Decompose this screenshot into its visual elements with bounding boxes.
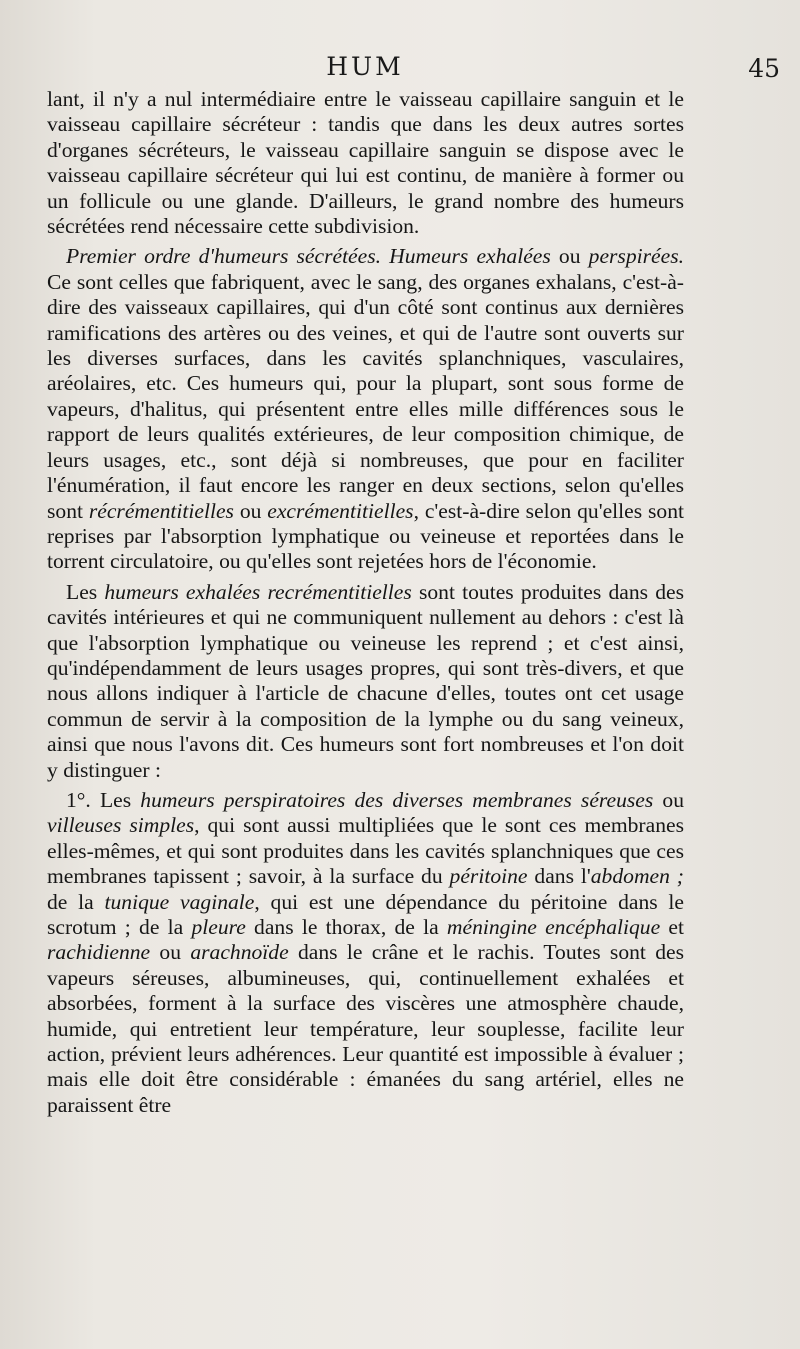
text-run: ou — [233, 498, 268, 523]
running-head: HUM — [326, 52, 404, 81]
text-run: dans le thorax, de la — [245, 915, 447, 939]
text-run: ou — [550, 244, 589, 269]
paragraph-4 — [47, 788, 684, 1118]
italic-text-run: perspirées. — [588, 244, 684, 269]
text-run: ou — [150, 940, 191, 965]
text-run: et — [660, 915, 684, 939]
italic-text-run: tunique vaginale — [104, 889, 255, 914]
text-run: , qui sont aussi multipliées que le sont ces membranes elles-mêmes, et qui sont produites dans les cavités splanchniques que ces membranes tapissent ; savoir, à la surface du — [47, 813, 684, 889]
text-run: ou — [653, 787, 684, 812]
italic-text-run: Premier ordre d'humeurs sécrétées. Humeurs exhalées — [66, 244, 551, 269]
text-run: sont toutes produites dans des cavités intérieures et qui ne communiquent nullement au dehors : c'est là que l'absorption lymphatique ou veineuse les reprend ; et c'est ainsi, qu'indépendamment de leurs usages propres, qui sont très-divers, et que nous allons indiquer à l'article de chacune d'elles, toutes ont cet usage commun de servir à la composition de la lymphe ou du sang veineux, ainsi que nous l'avons dit. Ces humeurs sont fort nombreuses et l'on doit y distinguer : — [47, 579, 685, 782]
italic-text-run: méningine encéphalique — [446, 915, 661, 939]
italic-text-run: humeurs exhalées recrémentitielles — [104, 579, 412, 604]
text-run: 1°. Les — [66, 787, 141, 812]
text-run: dans le crâne et le rachis. Toutes sont des vapeurs séreuses, albumineuses, qui, continuellement exhalées et absorbées, forment à la surface des viscères une atmosphère chaude, humide, qui entretient leur température, leur souplesse, facilite leur action, prévient leurs adhérences. Leur quantité est impossible à évaluer ; mais elle doit être considérable : émanées du sang artériel, elles ne paraissent être — [47, 940, 685, 1117]
page-header — [0, 52, 800, 92]
text-run: dans l' — [527, 864, 591, 889]
text-run: Ce sont celles que fabriquent, avec le sang, des organes exhalans, c'est-à-dire des vaisseaux capillaires, qui d'un côté sont continus aux dernières ramifications des artères ou des veines, et qui de l'autre sont ouverts sur les diverses surfaces, dans les cavités splanchniques, vasculaires, aréolaires, etc. Ces humeurs qui, pour la plupart, sont sous forme de vapeurs, d'halitus, qui présentent entre elles mille différences sous le rapport de leurs qualités extérieures, de leur composition chimique, de leurs usages, etc., sont déjà si nombreuses, que pour en faciliter l'énumération, il faut encore les ranger en deux sections, selon qu'elles sont — [47, 269, 684, 523]
text-run: de la — [47, 889, 105, 914]
italic-text-run: arachnoïde — [190, 940, 289, 965]
paragraph-2 — [47, 244, 684, 574]
paragraph-3 — [47, 580, 684, 783]
text-run: , c'est-à-dire selon qu'elles sont reprises par l'absorption lymphatique ou veineuse et reportées dans le torrent circulatoire, ou qu'elles sont rejetées hors de l'économie. — [47, 498, 684, 574]
italic-text-run: pleure — [191, 915, 246, 939]
italic-text-run: abdomen ; — [590, 864, 684, 889]
body-text — [47, 87, 684, 1123]
italic-text-run: humeurs perspiratoires des diverses membranes séreuses — [140, 787, 654, 812]
page-number: 45 — [748, 54, 780, 83]
italic-text-run: excrémentitielles — [267, 498, 414, 523]
italic-text-run: récrémentitielles — [88, 498, 234, 523]
italic-text-run: rachidienne — [47, 940, 151, 965]
text-run: lant, il n'y a nul intermédiaire entre le vaisseau capillaire sanguin et le vaisseau capillaire sécréteur : tandis que dans les deux autres sortes d'organes sécréteurs, le vaisseau capillaire sanguin se dispose avec le vaisseau capillaire sécréteur qui lui est continu, de manière à former ou un follicule ou une glande. D'ailleurs, le grand nombre des humeurs sécrétées rend nécessaire cette subdivision. — [47, 87, 684, 239]
italic-text-run: péritoine — [449, 864, 528, 889]
text-run: Les — [66, 579, 105, 604]
italic-text-run: villeuses simples — [47, 813, 195, 838]
text-run: , qui est une dépendance du péritoine dans le scrotum ; de la — [47, 889, 684, 939]
paragraph-1 — [47, 87, 684, 239]
